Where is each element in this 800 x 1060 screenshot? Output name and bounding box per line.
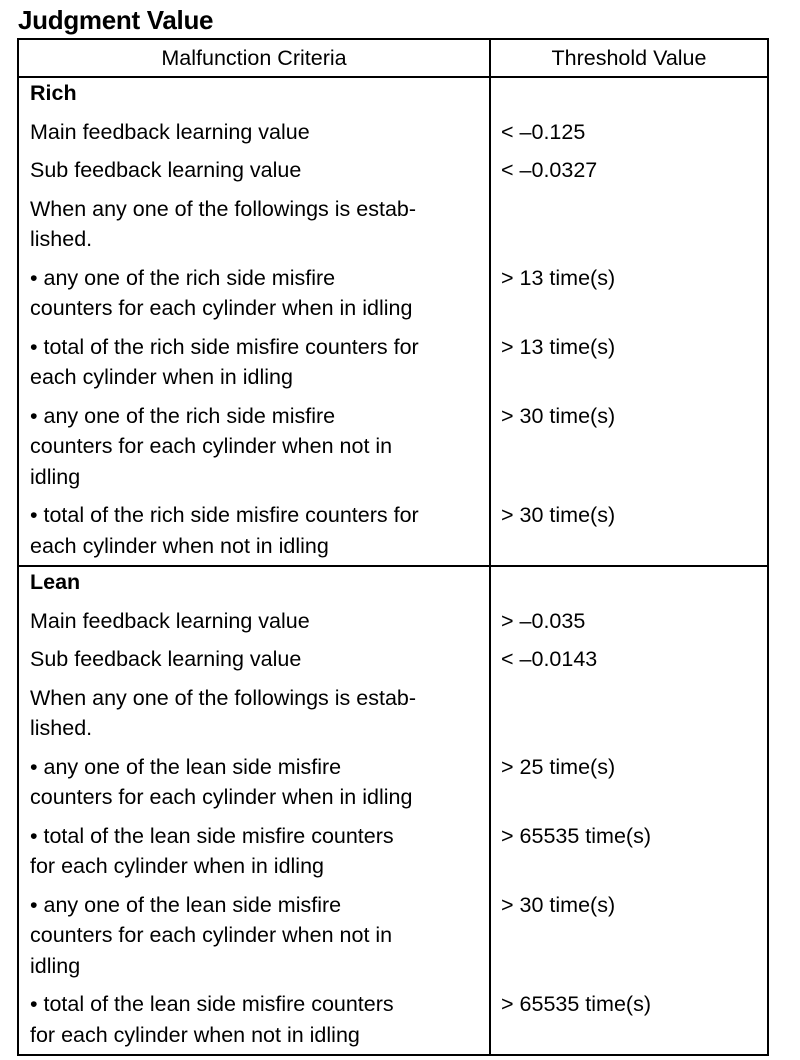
table-row <box>18 985 768 1055</box>
threshold-cell: > 30 time(s) <box>501 403 616 428</box>
threshold-cell: > 65535 time(s) <box>501 992 651 1016</box>
criteria-cell: When any one of the followings is estab- lished. <box>30 196 417 251</box>
table-row <box>18 113 768 152</box>
table-row <box>18 817 768 886</box>
threshold-cell: < –0.125 <box>501 119 586 144</box>
criteria-cell: • total of the rich side misfire counters for each cylinder when in idling <box>30 334 419 389</box>
table-row <box>18 679 768 748</box>
threshold-cell <box>491 190 767 198</box>
threshold-cell: > 30 time(s) <box>501 503 616 527</box>
table-row <box>18 259 768 328</box>
table-row <box>18 748 768 817</box>
criteria-cell: • any one of the lean side misfire counters for each cylinder when not in idling <box>30 892 393 978</box>
criteria-cell: • any one of the rich side misfire counters for each cylinder when in idling <box>30 265 413 320</box>
criteria-cell: • any one of the lean side misfire counters for each cylinder when in idling <box>30 754 413 809</box>
group-title-row <box>18 77 768 113</box>
group-rich <box>18 77 768 566</box>
table-row <box>18 190 768 259</box>
header-malfunction-criteria: Malfunction Criteria <box>18 39 490 77</box>
table-row <box>18 602 768 641</box>
criteria-cell: Sub feedback learning value <box>30 158 302 182</box>
threshold-cell: > 13 time(s) <box>501 265 616 290</box>
group-title-row <box>18 566 768 602</box>
criteria-cell: Main feedback learning value <box>30 119 310 144</box>
criteria-cell: Main feedback learning value <box>30 608 310 633</box>
table-row <box>18 886 768 986</box>
threshold-cell: > –0.035 <box>501 608 586 633</box>
criteria-cell: • total of the lean side misfire counters for each cylinder when not in idling <box>30 992 394 1047</box>
table-row <box>18 328 768 397</box>
threshold-cell: < –0.0143 <box>501 647 598 671</box>
criteria-cell: • total of the lean side misfire counters for each cylinder when in idling <box>30 823 394 878</box>
page-title: Judgment Value <box>18 5 214 35</box>
threshold-cell: > 65535 time(s) <box>501 823 651 848</box>
table-row <box>18 640 768 679</box>
judgment-value-table <box>17 38 769 1056</box>
threshold-cell: > 25 time(s) <box>501 754 616 779</box>
threshold-cell <box>491 679 767 687</box>
threshold-cell: > 30 time(s) <box>501 892 616 917</box>
table-row <box>18 397 768 497</box>
criteria-cell: Sub feedback learning value <box>30 647 302 671</box>
table-row <box>18 496 768 566</box>
threshold-cell: > 13 time(s) <box>501 334 616 359</box>
criteria-cell: • any one of the rich side misfire counters for each cylinder when not in idling <box>30 403 393 489</box>
criteria-cell: • total of the rich side misfire counters for each cylinder when not in idling <box>30 503 419 558</box>
table-row <box>18 151 768 190</box>
threshold-cell: < –0.0327 <box>501 158 598 182</box>
criteria-cell: When any one of the followings is estab- lished. <box>30 685 417 740</box>
header-row <box>18 39 768 77</box>
group-title-lean: Lean <box>30 570 81 594</box>
group-lean <box>18 566 768 1055</box>
group-title-rich: Rich <box>30 81 77 105</box>
header-threshold-value: Threshold Value <box>490 39 768 77</box>
